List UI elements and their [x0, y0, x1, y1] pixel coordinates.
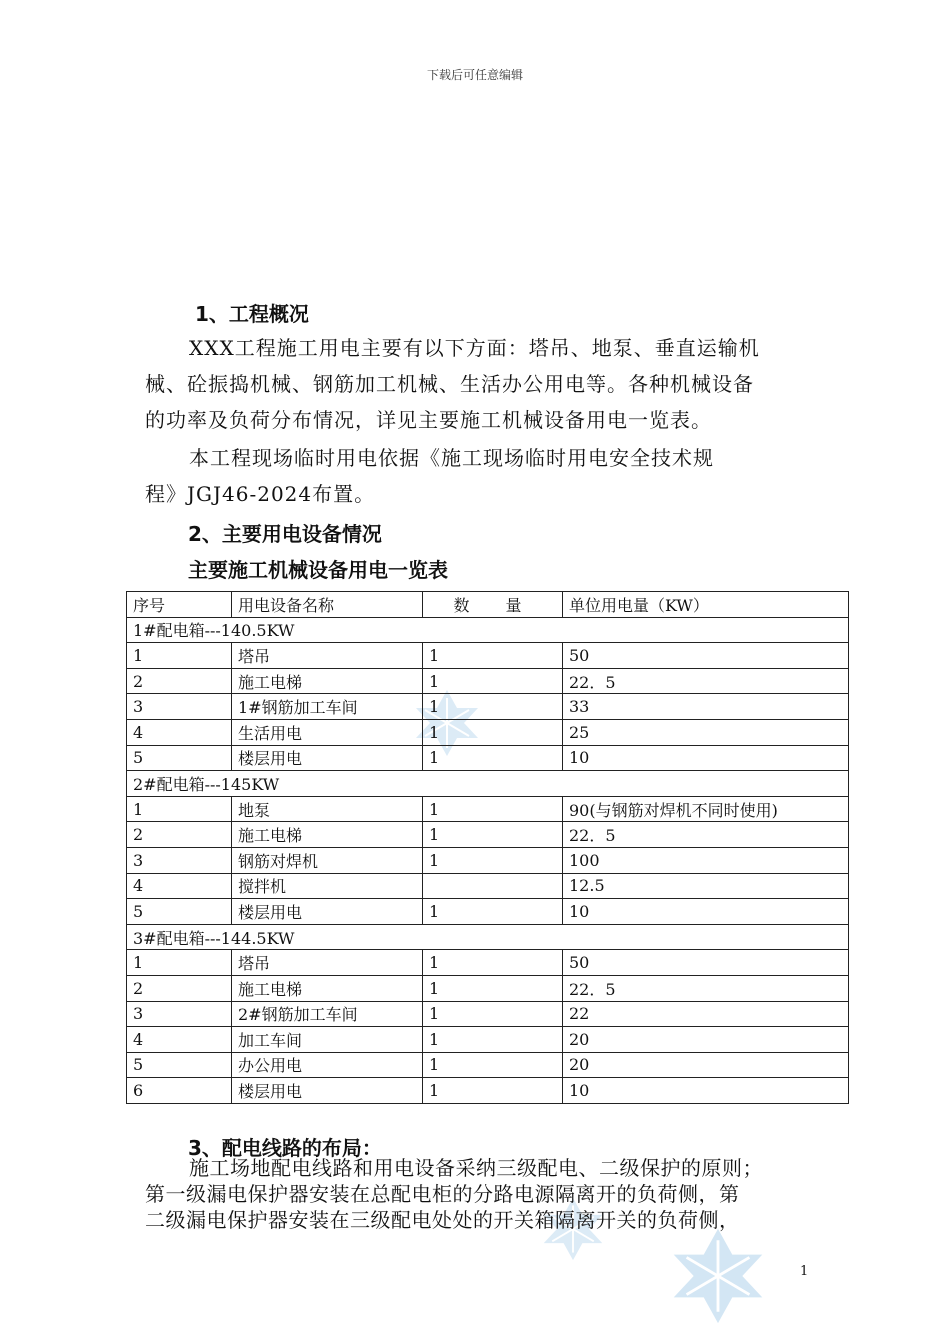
table-cell: 4 [127, 719, 232, 745]
table-cell: 20 [563, 1052, 849, 1078]
paragraph-line: 第一级漏电保护器安装在总配电柜的分路电源隔离开的负荷侧，第 [145, 1182, 740, 1206]
table-cell: 楼层用电 [232, 1078, 423, 1104]
group-row [127, 617, 849, 643]
table-cell: 50 [563, 643, 849, 669]
paragraph-line: XXX工程施工用电主要有以下方面：塔吊、地泵、垂直运输机 [189, 336, 760, 360]
table-cell: 地泵 [232, 796, 423, 822]
table-cell: 加工车间 [232, 1027, 423, 1053]
table-cell: 25 [563, 719, 849, 745]
table-cell: 1 [423, 1078, 563, 1104]
section-heading-wiring: 3、配电线路的布局： [188, 1136, 382, 1160]
table-cell: 办公用电 [232, 1052, 423, 1078]
table-row [127, 1027, 849, 1053]
table-cell: 1 [423, 745, 563, 771]
table-cell: 1 [423, 1027, 563, 1053]
paragraph-line: 械、砼振捣机械、钢筋加工机械、生活办公用电等。各种机械设备 [145, 372, 754, 396]
table-cell: 5 [127, 899, 232, 925]
group-label: 1#配电箱---140.5KW [127, 617, 849, 643]
table-row [127, 643, 849, 669]
paragraph-line: 本工程现场临时用电依据《施工现场临时用电安全技术规 [189, 446, 714, 470]
table-cell: 1 [423, 643, 563, 669]
table-cell: 22．5 [563, 975, 849, 1001]
table-cell: 1 [423, 847, 563, 873]
table-cell: 50 [563, 950, 849, 976]
table-cell: 10 [563, 899, 849, 925]
table-row [127, 694, 849, 720]
table-row [127, 975, 849, 1001]
table-cell: 22．5 [563, 822, 849, 848]
page-number: 1 [800, 1264, 809, 1279]
table-cell: 2 [127, 822, 232, 848]
table-cell: 22．5 [563, 668, 849, 694]
header-note: 下载后可任意编辑 [426, 68, 523, 82]
table-cell: 1 [127, 796, 232, 822]
watermark-snowflake-icon [668, 1226, 768, 1326]
table-cell: 1 [423, 822, 563, 848]
paragraph-line: 施工场地配电线路和用电设备采纳三级配电、二级保护的原则； [189, 1156, 763, 1180]
table-cell: 1 [423, 668, 563, 694]
table-cell: 33 [563, 694, 849, 720]
table-cell: 5 [127, 745, 232, 771]
table-cell: 搅拌机 [232, 873, 423, 899]
table-body [127, 617, 849, 1103]
table-cell: 2 [127, 975, 232, 1001]
table-cell: 2 [127, 668, 232, 694]
table-header-row [127, 592, 849, 618]
table-cell: 1 [423, 719, 563, 745]
table-row [127, 822, 849, 848]
table-cell: 5 [127, 1052, 232, 1078]
table-cell: 塔吊 [232, 950, 423, 976]
table-cell: 3 [127, 847, 232, 873]
table-row [127, 796, 849, 822]
column-header: 序号 [127, 592, 232, 618]
table-row [127, 1078, 849, 1104]
table-cell: 1 [423, 1052, 563, 1078]
table-cell: 4 [127, 873, 232, 899]
table-row [127, 873, 849, 899]
overview-paragraph-1 [145, 330, 825, 438]
table-row [127, 899, 849, 925]
table-cell: 4 [127, 1027, 232, 1053]
table-cell: 1 [127, 643, 232, 669]
table-row [127, 1001, 849, 1027]
overview-paragraph-2 [145, 440, 825, 512]
column-header: 用电设备名称 [232, 592, 423, 618]
table-cell: 1 [127, 950, 232, 976]
paragraph-line: 二级漏电保护器安装在三级配电处处的开关箱隔离开关的负荷侧， [145, 1208, 740, 1232]
table-cell: 22 [563, 1001, 849, 1027]
table-cell: 1 [423, 796, 563, 822]
table-cell: 楼层用电 [232, 899, 423, 925]
wiring-paragraph [145, 1155, 835, 1233]
group-row [127, 771, 849, 797]
group-row [127, 924, 849, 950]
table-row [127, 668, 849, 694]
table-title: 主要施工机械设备用电一览表 [188, 558, 448, 582]
table-cell [423, 873, 563, 899]
paragraph-line: 程》JGJ46-2024布置。 [145, 482, 376, 506]
table-cell: 施工电梯 [232, 822, 423, 848]
table-cell: 2#钢筋加工车间 [232, 1001, 423, 1027]
table-cell: 1 [423, 899, 563, 925]
table-cell: 生活用电 [232, 719, 423, 745]
section-heading-overview: 1、工程概况 [195, 302, 309, 326]
table-row [127, 1052, 849, 1078]
table-cell: 20 [563, 1027, 849, 1053]
group-label: 2#配电箱---145KW [127, 771, 849, 797]
table-cell: 100 [563, 847, 849, 873]
table-cell: 钢筋对焊机 [232, 847, 423, 873]
section-heading-equipment: 2、主要用电设备情况 [188, 522, 382, 546]
table-cell: 10 [563, 745, 849, 771]
table-row [127, 950, 849, 976]
table-cell: 1 [423, 975, 563, 1001]
group-label: 3#配电箱---144.5KW [127, 924, 849, 950]
table-cell: 楼层用电 [232, 745, 423, 771]
table-row [127, 847, 849, 873]
table-cell: 1#钢筋加工车间 [232, 694, 423, 720]
column-header: 数 量 [423, 592, 563, 618]
column-header: 单位用电量（KW） [563, 592, 849, 618]
table-row [127, 719, 849, 745]
table-cell: 施工电梯 [232, 668, 423, 694]
table-cell: 塔吊 [232, 643, 423, 669]
table-cell: 1 [423, 1001, 563, 1027]
table-cell: 6 [127, 1078, 232, 1104]
equipment-power-table [126, 591, 849, 1104]
table-cell: 1 [423, 694, 563, 720]
table-cell: 90(与钢筋对焊机不同时使用) [563, 796, 849, 822]
paragraph-line: 的功率及负荷分布情况，详见主要施工机械设备用电一览表。 [145, 408, 712, 432]
table-cell: 施工电梯 [232, 975, 423, 1001]
table-cell: 3 [127, 1001, 232, 1027]
table-cell: 3 [127, 694, 232, 720]
table-cell: 10 [563, 1078, 849, 1104]
table-row [127, 745, 849, 771]
table-cell: 1 [423, 950, 563, 976]
table-cell: 12.5 [563, 873, 849, 899]
